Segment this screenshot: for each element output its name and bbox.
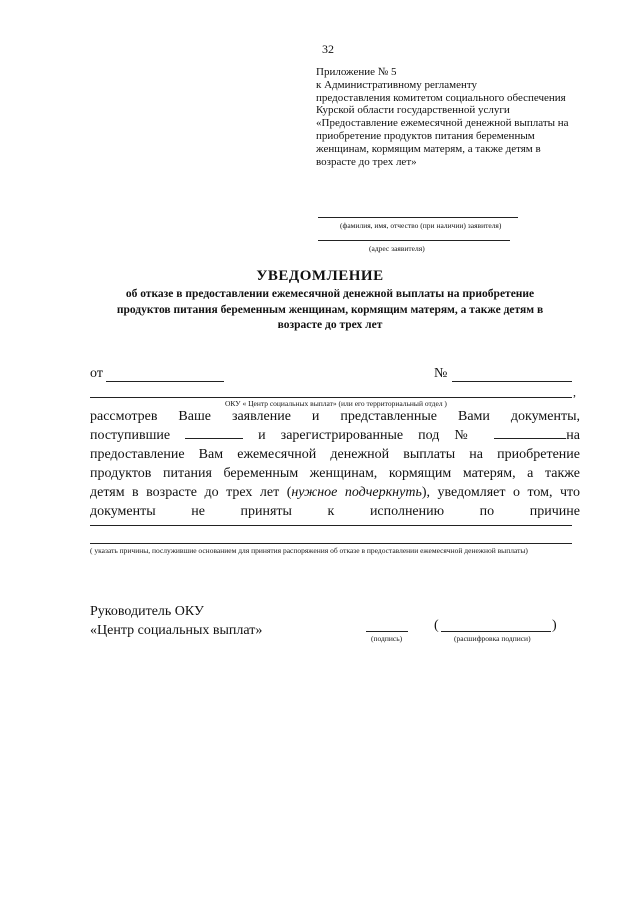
reason-line-1 [90, 525, 572, 526]
body-text: и зарегистрированные под № [258, 428, 480, 443]
applicant-name-line [318, 217, 518, 218]
body-line: рассмотрев Ваше заявление и представленные Вами документы, [90, 409, 580, 424]
annex-block [316, 66, 616, 168]
body-line-5 [90, 483, 580, 502]
subtitle-line: возрасте до трех лет [277, 319, 383, 331]
signature-caption: (подпись) [371, 634, 403, 643]
annex-line: приобретение продуктов питания беременным [316, 129, 535, 142]
organization-caption: ОКУ « Центр социальных выплат» (или его территориальный отдел ) [225, 399, 447, 408]
body-text: поступившие [90, 428, 171, 443]
from-date-line [106, 381, 224, 382]
reason-line-2 [90, 543, 572, 544]
notice-subtitle [80, 287, 580, 334]
comma-mark: , [573, 385, 576, 399]
registration-number-blank [494, 426, 566, 439]
body-line-2 [90, 426, 580, 445]
body-line: продуктов питания беременным женщинам, кормящим матерям, а также [90, 466, 580, 481]
annex-line: к Административному регламенту [316, 78, 478, 91]
signature-line [366, 631, 408, 632]
annex-line: возрасте до трех лет» [316, 155, 417, 168]
body-line: предоставление Вам ежемесячной денежной выплаты на приобретение [90, 447, 580, 462]
organization-line [90, 397, 572, 398]
decode-open-paren: ( [434, 618, 439, 633]
annex-line: предоставления комитетом социального обеспечения [316, 91, 566, 104]
signer-organization: «Центр социальных выплат» [90, 623, 263, 638]
page-number: 32 [322, 42, 334, 56]
signer-title: Руководитель ОКУ [90, 604, 204, 619]
body-text: на [566, 428, 580, 443]
reason-caption: ( указать причины, послужившие основанием для принятия распоряжения об отказе в предоставлении ежемесячной денежной выплаты) [90, 546, 528, 555]
applicant-address-line [318, 240, 510, 241]
notice-body [90, 407, 580, 521]
annex-line: «Предоставление ежемесячной денежной выплаты на [316, 117, 569, 130]
subtitle-line: об отказе в предоставлении ежемесячной денежной выплаты на приобретение [125, 288, 535, 300]
annex-line: Курской области государственной услуги [316, 104, 510, 117]
applicant-name-caption: (фамилия, имя, отчество (при наличии) заявителя) [340, 221, 502, 230]
body-text: ), уведомляет о том, что [421, 485, 580, 500]
body-line: документы не приняты к исполнению по причине [90, 504, 580, 519]
received-date-blank [185, 426, 243, 439]
decode-caption: (расшифровка подписи) [454, 634, 531, 643]
number-label: № [434, 366, 448, 381]
signature-block [90, 602, 262, 640]
subtitle-line: продуктов питания беременным женщинам, кормящим матерям, а также детям в [116, 303, 544, 316]
annex-line: женщинам, кормящим матерям, а также детям в [316, 142, 541, 155]
number-line [452, 381, 572, 382]
applicant-address-caption: (адрес заявителя) [369, 244, 425, 253]
decode-close-paren: ) [552, 618, 557, 633]
notice-title: УВЕДОМЛЕНИЕ [256, 268, 384, 284]
body-italic: нужное подчеркнуть [291, 485, 422, 500]
body-text: детям в возрасте до трех лет ( [90, 485, 292, 500]
annex-title: Приложение № 5 [316, 66, 397, 78]
decode-line [441, 631, 551, 632]
from-label: от [90, 366, 103, 381]
